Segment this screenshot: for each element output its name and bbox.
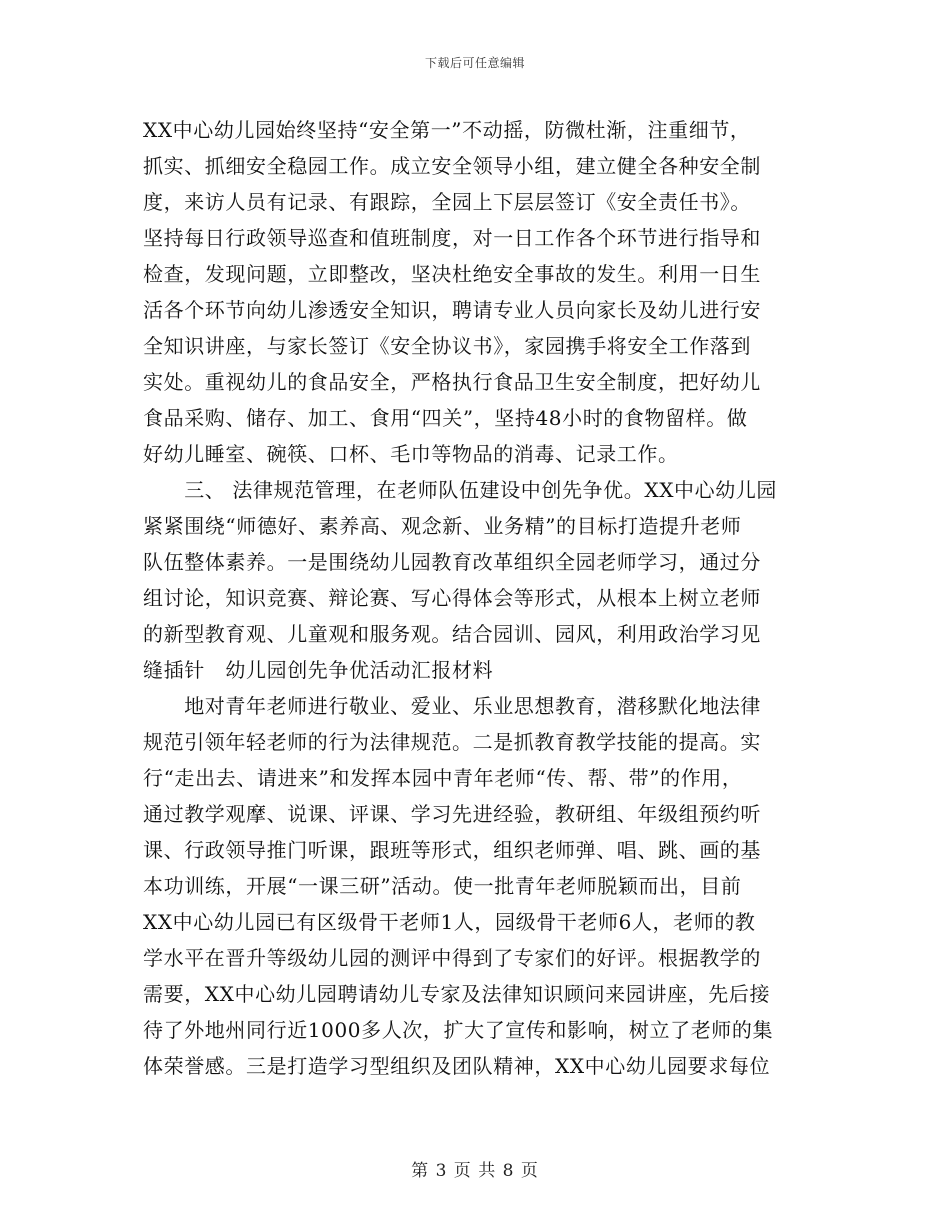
text-line: 检查，发现问题，立即整改，坚决杜绝安全事故的发生。利用一日生	[143, 262, 761, 286]
text-line: XX中心幼儿园已有区级骨干老师1人，园级骨干老师6人，老师的教	[143, 910, 756, 934]
text-line: 待了外地州同行近1000多人次，扩大了宣传和影响，树立了老师的集	[143, 1018, 774, 1042]
page-header: 下载后可任意编辑	[424, 56, 525, 70]
text-line: 的新型教育观、儿童观和服务观。结合园训、园风，利用政治学习见	[143, 622, 761, 646]
text-line: 需要，XX中心幼儿园聘请幼儿专家及法律知识顾问来园讲座，先后接	[143, 982, 771, 1006]
text-line: 体荣誉感。三是打造学习型组织及团队精神，XX中心幼儿园要求每位	[143, 1054, 771, 1078]
text-line: 紧紧围绕“师德好、素养高、观念新、业务精”的目标打造提升老师	[143, 514, 742, 538]
text-line: 实处。重视幼儿的食品安全，严格执行食品卫生安全制度，把好幼儿	[143, 370, 761, 394]
text-line: 通过教学观摩、说课、评课、学习先进经验，教研组、年级组预约听	[143, 802, 761, 826]
text-line: 行“走出去、请进来”和发挥本园中青年老师“传、帮、带”的作用，	[143, 766, 743, 790]
text-line: 三、 法律规范管理，在老师队伍建设中创先争优。XX中心幼儿园	[143, 478, 778, 502]
text-line: 抓实、抓细安全稳园工作。成立安全领导小组，建立健全各种安全制	[143, 154, 761, 178]
document-body	[143, 112, 811, 1084]
text-line: 组讨论，知识竞赛、辩论赛、写心得体会等形式，从根本上树立老师	[143, 586, 761, 610]
text-line: 度，来访人员有记录、有跟踪，全园上下层层签订《安全责任书》。	[143, 190, 751, 214]
text-line: 缝插针 幼儿园创先争优活动汇报材料	[143, 658, 494, 682]
text-line: 规范引领年轻老师的行为法律规范。二是抓教育教学技能的提高。实	[143, 730, 761, 754]
text-line: 全知识讲座，与家长签订《安全协议书》，家园携手将安全工作落到	[143, 334, 751, 358]
page-footer: 第 3 页 共 8 页	[411, 1161, 539, 1181]
text-line: 队伍整体素养。一是围绕幼儿园教育改革组织全园老师学习，通过分	[143, 550, 761, 574]
text-line: 学水平在晋升等级幼儿园的测评中得到了专家们的好评。根据教学的	[143, 946, 761, 970]
text-line: XX中心幼儿园始终坚持“安全第一”不动摇，防微杜渐，注重细节，	[143, 118, 751, 142]
text-line: 活各个环节向幼儿渗透安全知识，聘请专业人员向家长及幼儿进行安	[143, 298, 761, 322]
text-line: 地对青年老师进行敬业、爱业、乐业思想教育，潜移默化地法律	[143, 694, 761, 718]
text-line: 好幼儿睡室、碗筷、口杯、毛巾等物品的消毒、记录工作。	[143, 442, 679, 466]
text-line: 课、行政领导推门听课，跟班等形式，组织老师弹、唱、跳、画的基	[143, 838, 761, 862]
text-line: 食品采购、储存、加工、食用“四关”，坚持48小时的食物留样。做	[143, 406, 748, 430]
text-line: 坚持每日行政领导巡查和值班制度，对一日工作各个环节进行指导和	[143, 226, 761, 250]
text-line: 本功训练，开展“一课三研”活动。使一批青年老师脱颖而出，目前	[143, 874, 742, 898]
